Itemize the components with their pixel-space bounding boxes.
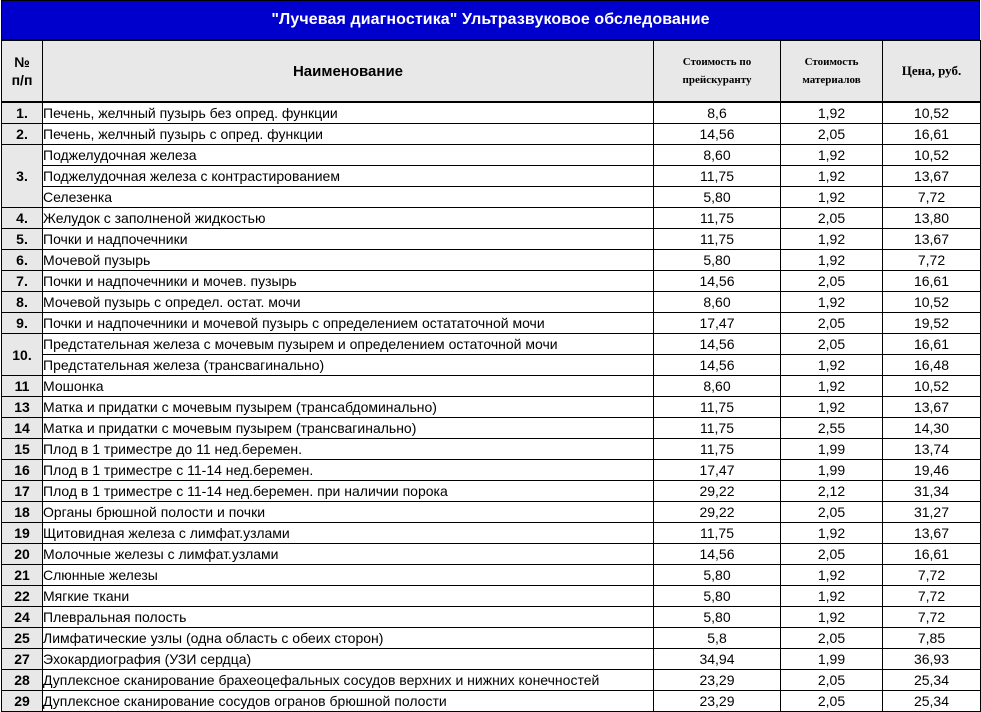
- service-name: Мягкие ткани: [43, 586, 654, 607]
- materials-cost: 1,92: [781, 523, 883, 544]
- service-name: Лимфатические узлы (одна область с обеих сторон): [43, 628, 654, 649]
- materials-cost: 2,05: [781, 124, 883, 145]
- table-row: [2, 292, 981, 313]
- table-row: [2, 208, 981, 229]
- cost-by-pricelist: 5,80: [654, 250, 781, 271]
- table-row: [2, 502, 981, 523]
- row-number: 8.: [2, 292, 43, 313]
- price-value: 13,67: [883, 166, 981, 187]
- table-row: [2, 187, 981, 208]
- row-number: 11: [2, 376, 43, 397]
- table-row: [2, 124, 981, 145]
- table-row: [2, 271, 981, 292]
- table-row: [2, 166, 981, 187]
- service-name: Мошонка: [43, 376, 654, 397]
- row-number: 24: [2, 607, 43, 628]
- materials-cost: 1,92: [781, 586, 883, 607]
- materials-cost: 1,99: [781, 439, 883, 460]
- price-value: 19,52: [883, 313, 981, 334]
- service-name: Предстательная железа с мочевым пузырем и определением остаточной мочи: [43, 334, 654, 355]
- materials-cost: 2,55: [781, 418, 883, 439]
- service-name: Дуплексное сканирование брахеоцефальных сосудов верхних и нижних конечностей: [43, 670, 654, 691]
- materials-cost: 1,92: [781, 355, 883, 376]
- table-row: [2, 229, 981, 250]
- table-row: [2, 418, 981, 439]
- price-value: 13,74: [883, 439, 981, 460]
- table-row: [2, 607, 981, 628]
- column-header-price: Цена, руб.: [883, 41, 981, 103]
- cost-by-pricelist: 5,80: [654, 187, 781, 208]
- table-row: [2, 649, 981, 670]
- service-name: Дуплексное сканирование сосудов огранов брюшной полости: [43, 691, 654, 712]
- row-number: 15: [2, 439, 43, 460]
- price-value: 13,80: [883, 208, 981, 229]
- service-name: Почки и надпочечники и мочев. пузырь: [43, 271, 654, 292]
- materials-cost: 2,05: [781, 334, 883, 355]
- row-number: 19: [2, 523, 43, 544]
- table-row: [2, 145, 981, 166]
- service-name: Матка и придатки с мочевым пузырем (трансвагинально): [43, 418, 654, 439]
- row-number: 21: [2, 565, 43, 586]
- price-value: 7,85: [883, 628, 981, 649]
- price-value: 10,52: [883, 145, 981, 166]
- row-number: 14: [2, 418, 43, 439]
- row-number: 4.: [2, 208, 43, 229]
- row-number: 29: [2, 691, 43, 712]
- row-number: 6.: [2, 250, 43, 271]
- cost-by-pricelist: 8,6: [654, 102, 781, 124]
- cost-by-pricelist: 8,60: [654, 292, 781, 313]
- service-name: Эхокардиография (УЗИ сердца): [43, 649, 654, 670]
- materials-cost: 1,92: [781, 565, 883, 586]
- row-number: 25: [2, 628, 43, 649]
- column-header-cost: [654, 41, 781, 103]
- materials-cost: 1,92: [781, 166, 883, 187]
- materials-cost: 1,92: [781, 250, 883, 271]
- service-name: Печень, желчный пузырь с опред. функции: [43, 124, 654, 145]
- table-row: [2, 313, 981, 334]
- service-name: Почки и надпочечники и мочевой пузырь с определением остататочной мочи: [43, 313, 654, 334]
- cost-by-pricelist: 17,47: [654, 313, 781, 334]
- row-number: 16: [2, 460, 43, 481]
- row-number: 28: [2, 670, 43, 691]
- materials-cost: 2,12: [781, 481, 883, 502]
- service-name: Плевральная полость: [43, 607, 654, 628]
- price-value: 13,67: [883, 397, 981, 418]
- table-row: [2, 397, 981, 418]
- table-row: [2, 250, 981, 271]
- materials-cost: 1,92: [781, 102, 883, 124]
- price-value: 7,72: [883, 586, 981, 607]
- materials-cost: 1,92: [781, 229, 883, 250]
- table-row: [2, 102, 981, 124]
- materials-cost: 1,92: [781, 292, 883, 313]
- price-value: 16,61: [883, 544, 981, 565]
- cost-by-pricelist: 11,75: [654, 523, 781, 544]
- column-header-number-line1: №: [14, 54, 30, 70]
- row-number: 20: [2, 544, 43, 565]
- price-value: 10,52: [883, 102, 981, 124]
- service-name: Мочевой пузырь с определ. остат. мочи: [43, 292, 654, 313]
- price-table: [1, 40, 981, 712]
- materials-cost: 2,05: [781, 502, 883, 523]
- price-value: 7,72: [883, 565, 981, 586]
- service-name: Матка и придатки с мочевым пузырем (трансабдоминально): [43, 397, 654, 418]
- cost-by-pricelist: 11,75: [654, 397, 781, 418]
- cost-by-pricelist: 14,56: [654, 355, 781, 376]
- row-number: 1.: [2, 102, 43, 124]
- price-value: 7,72: [883, 250, 981, 271]
- price-value: 36,93: [883, 649, 981, 670]
- price-value: 7,72: [883, 187, 981, 208]
- row-number: 22: [2, 586, 43, 607]
- table-row: [2, 586, 981, 607]
- price-value: 19,46: [883, 460, 981, 481]
- service-name: Желудок с заполненой жидкостью: [43, 208, 654, 229]
- table-row: [2, 691, 981, 712]
- service-name: Мочевой пузырь: [43, 250, 654, 271]
- service-name: Предстательная железа (трансвагинально): [43, 355, 654, 376]
- cost-by-pricelist: 14,56: [654, 271, 781, 292]
- price-value: 16,61: [883, 124, 981, 145]
- table-row: [2, 376, 981, 397]
- price-value: 10,52: [883, 376, 981, 397]
- price-value: 25,34: [883, 691, 981, 712]
- cost-by-pricelist: 5,80: [654, 586, 781, 607]
- materials-cost: 2,05: [781, 313, 883, 334]
- column-header-name: Наименование: [43, 41, 654, 103]
- materials-cost: 2,05: [781, 271, 883, 292]
- cost-by-pricelist: 8,60: [654, 376, 781, 397]
- service-name: Плод в 1 триместре с 11-14 нед.беремен.: [43, 460, 654, 481]
- materials-cost: 2,05: [781, 628, 883, 649]
- table-row: [2, 334, 981, 355]
- cost-by-pricelist: 14,56: [654, 544, 781, 565]
- table-row: [2, 439, 981, 460]
- price-value: 13,67: [883, 523, 981, 544]
- row-number: 5.: [2, 229, 43, 250]
- cost-by-pricelist: 11,75: [654, 166, 781, 187]
- materials-cost: 1,99: [781, 649, 883, 670]
- service-name: Молочные железы с лимфат.узлами: [43, 544, 654, 565]
- materials-cost: 2,05: [781, 670, 883, 691]
- price-value: 31,27: [883, 502, 981, 523]
- table-body: [2, 102, 981, 712]
- price-value: 7,72: [883, 607, 981, 628]
- table-row: [2, 523, 981, 544]
- column-header-cost-line1: Стоимость по: [682, 56, 752, 68]
- column-header-materials: [781, 41, 883, 103]
- table-row: [2, 544, 981, 565]
- price-value: 16,48: [883, 355, 981, 376]
- cost-by-pricelist: 14,56: [654, 334, 781, 355]
- column-header-number-line2: п/п: [11, 72, 33, 88]
- cost-by-pricelist: 23,29: [654, 691, 781, 712]
- row-number: 27: [2, 649, 43, 670]
- table-row: [2, 565, 981, 586]
- service-name: Слюнные железы: [43, 565, 654, 586]
- cost-by-pricelist: 29,22: [654, 481, 781, 502]
- materials-cost: 1,92: [781, 607, 883, 628]
- materials-cost: 2,05: [781, 691, 883, 712]
- service-name: Селезенка: [43, 187, 654, 208]
- price-value: 14,30: [883, 418, 981, 439]
- header-row: [2, 41, 981, 103]
- table-row: [2, 670, 981, 691]
- cost-by-pricelist: 14,56: [654, 124, 781, 145]
- materials-cost: 2,05: [781, 208, 883, 229]
- cost-by-pricelist: 5,8: [654, 628, 781, 649]
- row-number: 10.: [2, 334, 43, 376]
- price-value: 16,61: [883, 271, 981, 292]
- table-row: [2, 481, 981, 502]
- price-value: 31,34: [883, 481, 981, 502]
- price-value: 25,34: [883, 670, 981, 691]
- cost-by-pricelist: 29,22: [654, 502, 781, 523]
- cost-by-pricelist: 11,75: [654, 439, 781, 460]
- cost-by-pricelist: 5,80: [654, 607, 781, 628]
- price-value: 10,52: [883, 292, 981, 313]
- row-number: 18: [2, 502, 43, 523]
- materials-cost: 1,92: [781, 397, 883, 418]
- service-name: Плод в 1 триместре до 11 нед.беремен.: [43, 439, 654, 460]
- cost-by-pricelist: 34,94: [654, 649, 781, 670]
- cost-by-pricelist: 8,60: [654, 145, 781, 166]
- materials-cost: 1,92: [781, 145, 883, 166]
- price-value: 13,67: [883, 229, 981, 250]
- table-title: "Лучевая диагностика" Ультразвуковое обследование: [1, 0, 980, 40]
- service-name: Щитовидная железа с лимфат.узлами: [43, 523, 654, 544]
- column-header-number: [2, 41, 43, 103]
- service-name: Плод в 1 триместре с 11-14 нед.беремен. при наличии порока: [43, 481, 654, 502]
- cost-by-pricelist: 11,75: [654, 418, 781, 439]
- table-row: [2, 460, 981, 481]
- service-name: Поджелудочная железа: [43, 145, 654, 166]
- row-number: 13: [2, 397, 43, 418]
- cost-by-pricelist: 11,75: [654, 229, 781, 250]
- materials-cost: 1,99: [781, 460, 883, 481]
- row-number: 9.: [2, 313, 43, 334]
- cost-by-pricelist: 11,75: [654, 208, 781, 229]
- column-header-materials-line1: Стоимость: [804, 56, 859, 68]
- service-name: Поджелудочная железа с контрастированием: [43, 166, 654, 187]
- materials-cost: 1,92: [781, 376, 883, 397]
- row-number: 7.: [2, 271, 43, 292]
- row-number: 3.: [2, 145, 43, 208]
- column-header-materials-line2: материалов: [802, 74, 861, 86]
- table-row: [2, 628, 981, 649]
- cost-by-pricelist: 17,47: [654, 460, 781, 481]
- materials-cost: 2,05: [781, 544, 883, 565]
- table-row: [2, 355, 981, 376]
- materials-cost: 1,92: [781, 187, 883, 208]
- service-name: Почки и надпочечники: [43, 229, 654, 250]
- service-name: Печень, желчный пузырь без опред. функции: [43, 102, 654, 124]
- row-number: 17: [2, 481, 43, 502]
- service-name: Органы брюшной полости и почки: [43, 502, 654, 523]
- cost-by-pricelist: 5,80: [654, 565, 781, 586]
- column-header-cost-line2: прейскуранту: [682, 74, 752, 86]
- price-value: 16,61: [883, 334, 981, 355]
- row-number: 2.: [2, 124, 43, 145]
- cost-by-pricelist: 23,29: [654, 670, 781, 691]
